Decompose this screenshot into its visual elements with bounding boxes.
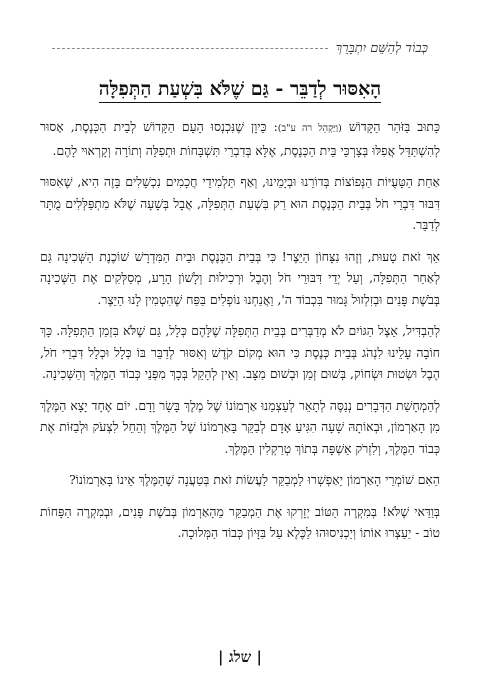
paragraph-1-quote: : כֵּיוָן שֶׁנִּכְנְסוּ הָעָם הַקָּדוֹשׁ לְבֵית הַכְּנֶסֶת, אָסוּר לְהִשְׁתַּדֵּל אֲפִלּוּ בְּצָרְכֵּי בֵּית הַכְּנֶסֶת, אֶלָּא בְּדִבְרֵי תִּשְׁבָּחוֹת וּתְפִלָּה וְתוֹרָה וְקָרְאוּי לָהֶם. <box>40 119 440 158</box>
paragraph-3: אַךְ זֹאת טָעוּת, וְזֶהוּ נִצָּחוֹן הַיֵּצֶר! כִּי בְּבֵית הַכְּנֶסֶת וּבֵית הַמִּדְרָשׁ שׁוֹכֶנֶת הַשְּׁכִינָה גַּם לְאַחַר הַתְּפִלָּה, וְעַל יְדֵי דִּבּוּרֵי חֹל וְהֶבֶל וּרְכִילוּת וְלָשׁוֹן הָרָע, מְסַלְּקִים אֶת הַשְּׁכִינָה בְּבֹשֶׁת פָּנִים וּבְזִלְזוּל גָּמוּר בִּכְבוֹד ה', וַאֲנַחְנוּ נוֹפְלִים בַּפַּח שֶׁהִטְמִין לָנוּ הַיֵּצֶר. <box>40 248 440 307</box>
source-citation: (וַיַּקְהֵל רה ע"ב) <box>277 123 342 134</box>
body-text <box>40 116 440 554</box>
chapter-title: הָאִסּוּר לְדַבֵּר - גַּם שֶׁלֹּא בִּשְׁעַת הַתְּפִלָּה <box>99 78 382 103</box>
paragraph-1-intro: כָּתוּב בַּזֹּהַר הַקָּדוֹשׁ <box>341 119 440 134</box>
header-dashed-rule <box>52 48 328 49</box>
running-header <box>52 40 428 56</box>
chapter-heading <box>40 78 440 101</box>
running-title: כְּבוֹד לְהַשֵּׁם יִתְבָּרֵךְ <box>335 41 428 56</box>
paragraph-1 <box>40 116 440 161</box>
paragraph-6: הַאִם שׁוֹמְרֵי הָאַרְמוֹן יַאַפְשְׁרוּ לַמְבַקֵּר לַעֲשׂוֹת זֹאת בְּטַעֲנָה שֶׁהַמֶּלֶךְ אֵינוֹ בָּאַרְמוֹנוֹ? <box>69 472 440 487</box>
paragraph-2: אַחַת הַטָּעֻיּוֹת הַנְּפוֹצוֹת בְּדוֹרֵנוּ וּבְיָמֵינוּ, וְאַף תַּלְמִידֵי חֲכָמִים נִכְשָׁלִים בָּזֶה הִיא, שֶׁאִסּוּר דִּבּוּר דִּבְרֵי חֹל בְּבֵית הַכְּנֶסֶת הוּא רַק בִּשְׁעַת הַתְּפִלָּה, אֲבָל בְּשָׁעָה שֶׁלֹּא מִתְפַּלְּלִים מֻתָּר לְדַבֵּר. <box>40 174 440 232</box>
paragraph-7: בְּוַדַּאי שֶׁלֹּא! בְּמִקְרֶה הַטּוֹב יְזָרְקוּ אֶת הַמְבַקֵּר מֵהָאַרְמוֹן בְּבֹשֶׁת פָּנִים, וּבְמִקְרֶה הַפָּחוֹת טוֹב - יַעַצְרוּ אוֹתוֹ וְיַכְנִיסוּהוּ לַכֶּלֶא עַל בִּזָּיוֹן כְּבוֹד הַמְּלוּכָה. <box>40 503 440 540</box>
paragraph-4: לְהַבְדִּיל, אֵצֶל הַגּוֹיִם לֹא מְדַבְּרִים בְּבֵית הַתְּפִלָּה שֶׁלָּהֶם כְּלָל, גַּם שֶׁלֹּא בִּזְמַן הַתְּפִלָּה. כָּךְ חוֹבָה עָלֵינוּ לִנְהֹג בְּבֵית כְּנֶסֶת כִּי הוּא מְקוֹם קֹדֶשׁ וְאִסּוּר לְדַבֵּר בּוֹ כְּלָל וּכְלָל דִּבְרֵי חֹל, הֶבֶל וּשְׂטוּת וּשְׂחוֹק, בְּשׁוּם זְמַן וּבְשׁוּם מַצָּב. וְאֵין לְהָקֵל בְּכָךְ מִפְּנֵי כְּבוֹד הַמֶּלֶךְ וְהַשְּׁכִינָה. <box>40 323 440 381</box>
page-number: | שלג | <box>218 648 262 666</box>
paragraph-5: לְהַמְחָשַׁת הַדְּבָרִים נְנַסֶּה לְתָאֵר לְעַצְמֵנוּ אַרְמוֹנוֹ שֶׁל מֶלֶךְ בָּשָׂר וָדָם. יוֹם אֶחָד יָצָא הַמֶּלֶךְ מִן הָאַרְמוֹן, וּבְאוֹתָהּ שָׁעָה הִגִּיעַ אָדָם לְבַקֵּר בָּאַרְמוֹנוֹ שֶׁל הַמֶּלֶךְ וְהֵחֵל לִצְעֹק וּלְבַזּוֹת אֶת כְּבוֹד הַמֶּלֶךְ, וְלִזְרֹק אַשְׁפָּה בְּתוֹךְ טְרַקְלִין הַמֶּלֶךְ. <box>40 397 440 456</box>
